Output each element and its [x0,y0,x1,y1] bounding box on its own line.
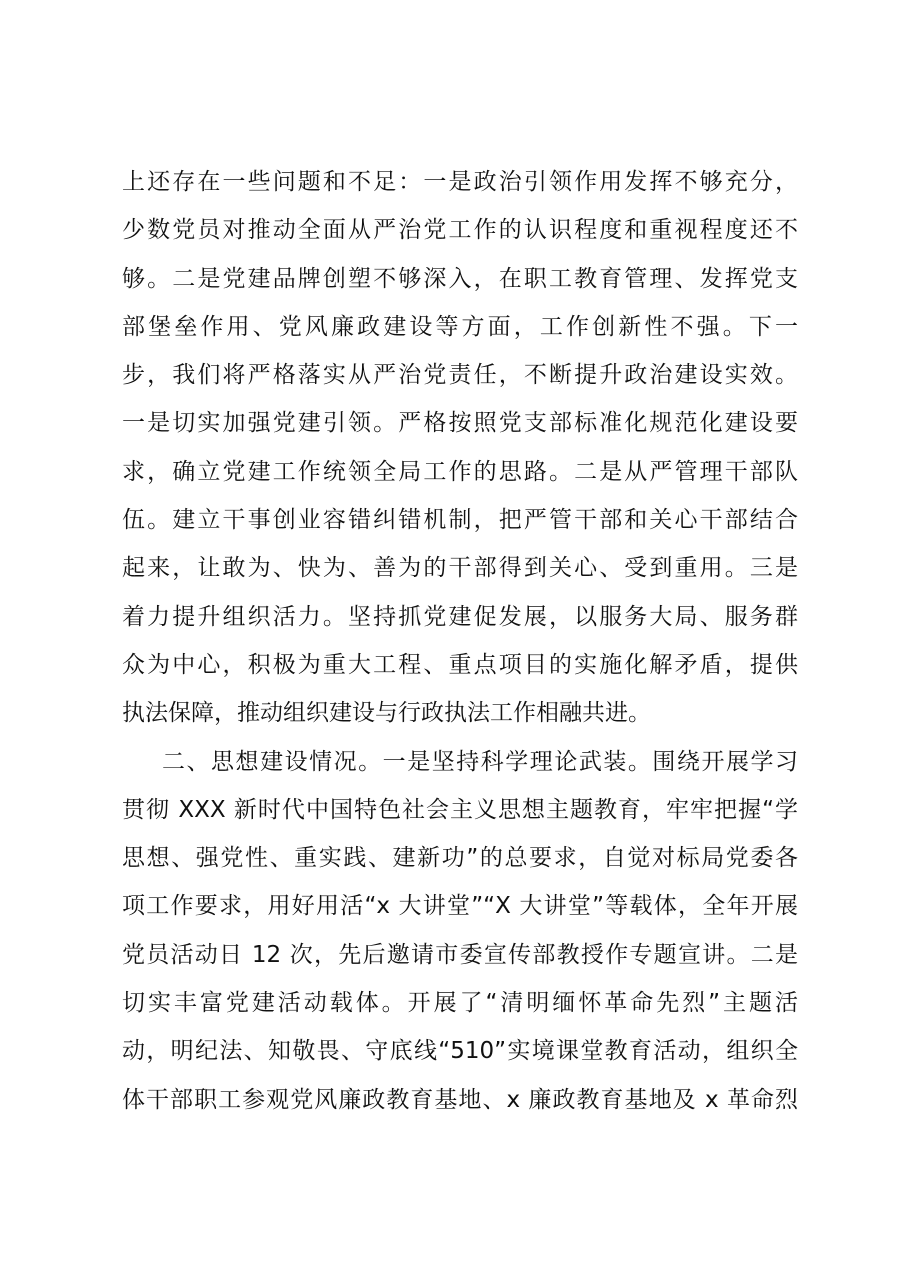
text-line: 项工作要求，用好用活“x 大讲堂”“X 大讲堂”等载体，全年开展 [122,893,798,920]
section-heading-line: 二、思想建设情况。一是坚持科学理论武装。围绕开展学习 [162,748,798,775]
text-line: 一是切实加强党建引领。严格按照党支部标准化规范化建设要 [122,410,798,437]
text-line: 切实丰富党建活动载体。开展了“清明缅怀革命先烈”主题活 [122,990,798,1017]
text-line: 执法保障，推动组织建设与行政执法工作相融共进。 [122,700,651,727]
body-text [122,158,798,1124]
text-line: 动，明纪法、知敬畏、守底线“510”实境课堂教育活动，组织全 [122,1038,798,1065]
text-line: 少数党员对推动全面从严治党工作的认识程度和重视程度还不 [122,217,798,244]
text-line: 步，我们将严格落实从严治党责任，不断提升政治建设实效。 [122,362,798,389]
text-line: 思想、强党性、重实践、建新功”的总要求，自觉对标局党委各 [122,845,798,872]
text-line: 起来，让敢为、快为、善为的干部得到关心、受到重用。三是 [122,555,798,582]
text-line: 部堡垒作用、党风廉政建设等方面，工作创新性不强。下一 [122,313,798,340]
text-line: 着力提升组织活力。坚持抓党建促发展，以服务大局、服务群 [122,603,798,630]
text-line: 求，确立党建工作统领全局工作的思路。二是从严管理干部队 [122,458,798,485]
text-line: 党员活动日 12 次，先后邀请市委宣传部教授作专题宣讲。二是 [122,941,798,968]
text-line: 上还存在一些问题和不足：一是政治引领作用发挥不够充分， [122,169,798,195]
text-line: 够。二是党建品牌创塑不够深入，在职工教育管理、发挥党支 [122,265,798,292]
text-line: 贯彻 XXX 新时代中国特色社会主义思想主题教育，牢牢把握“学 [122,796,798,823]
text-line: 众为中心，积极为重大工程、重点项目的实施化解矛盾，提供 [122,651,798,678]
text-line: 体干部职工参观党风廉政教育基地、x 廉政教育基地及 x 革命烈 [122,1086,798,1113]
text-line: 伍。建立干事创业容错纠错机制，把严管干部和关心干部结合 [122,507,798,534]
